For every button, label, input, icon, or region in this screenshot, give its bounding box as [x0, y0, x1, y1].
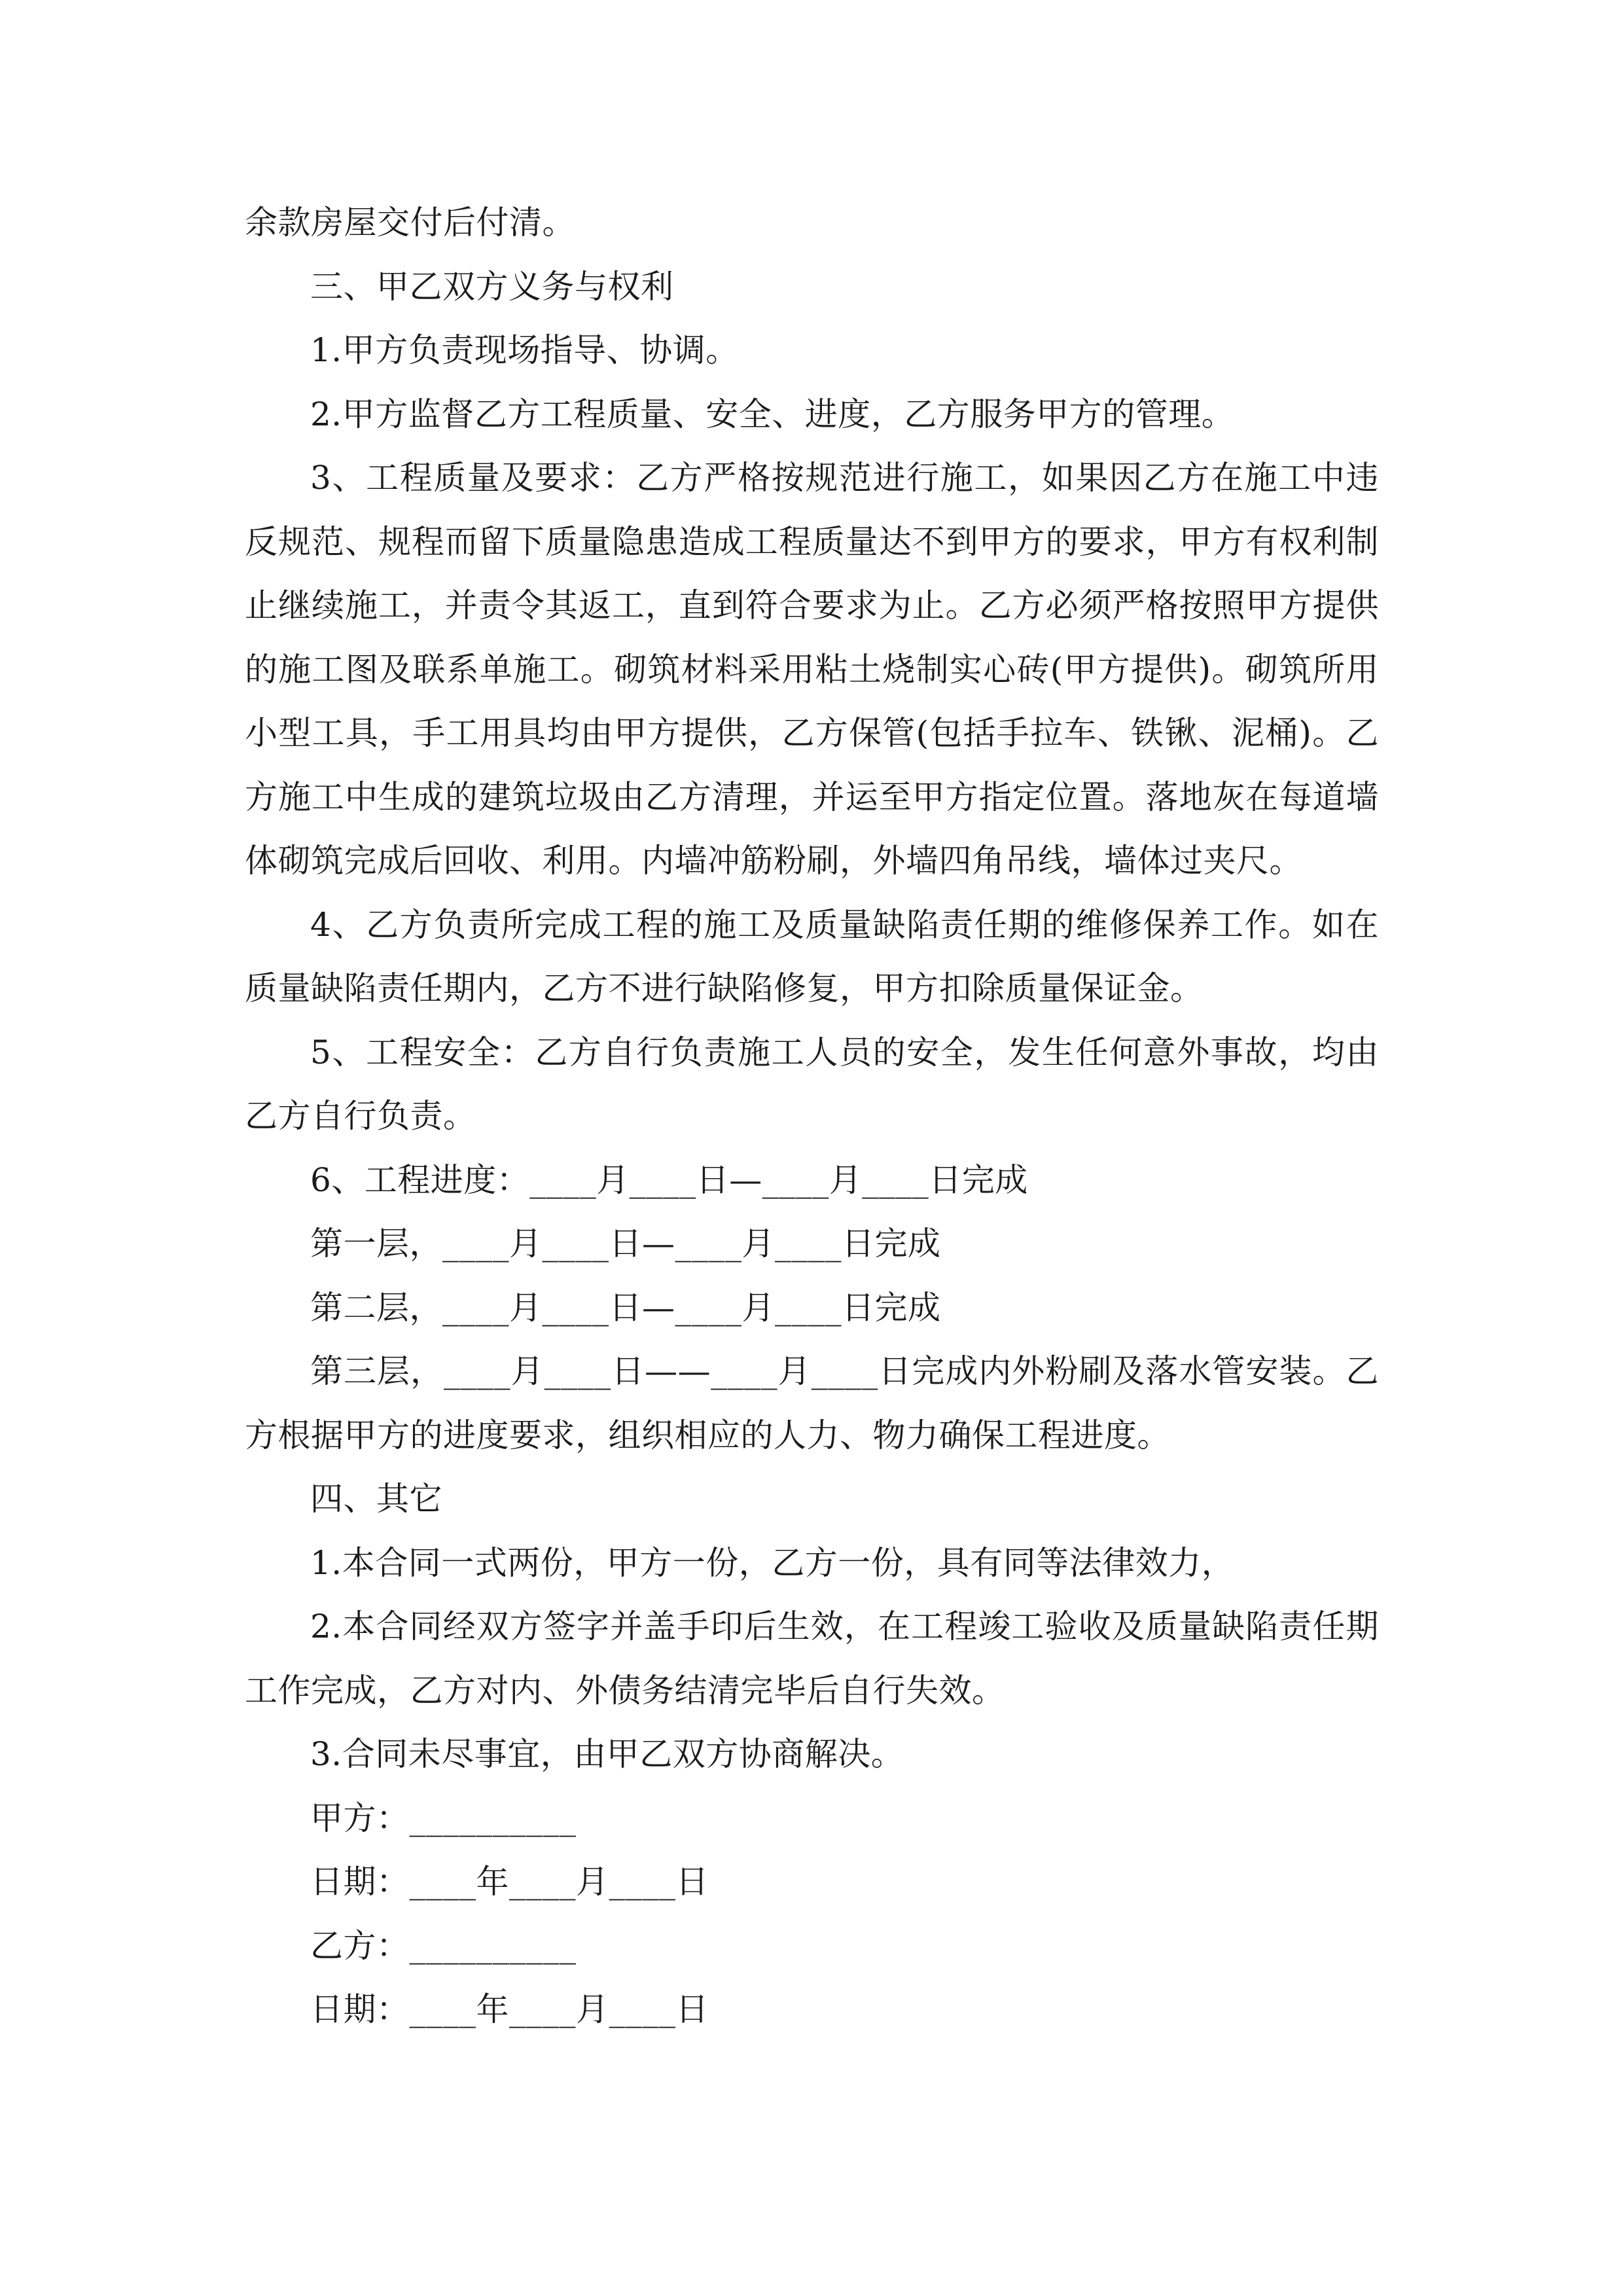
schedule-floor-1: 第一层，____月____日—____月____日完成 [310, 1225, 941, 1263]
clause-5-safety: 5、工程安全：乙方自行负责施工人员的安全，发生任何意外事故，均由乙方自行负责。 [245, 1033, 1379, 1135]
clause-6-schedule: 6、工程进度：____月____日—____月____日完成 [310, 1160, 1028, 1199]
section-heading-obligations: 三、甲乙双方义务与权利 [310, 267, 674, 306]
document-body [245, 191, 1379, 2042]
other-clause-3-negotiation: 3.合同未尽事宜，由甲乙双方协商解决。 [310, 1735, 904, 1773]
schedule-floor-3: 第三层，____月____日——____月____日完成内外粉刷及落水管安装。乙方根据甲方的进度要求，组织相应的人力、物力确保工程进度。 [245, 1352, 1379, 1454]
signature-date-b: 日期：____年____月____日 [310, 1990, 709, 2028]
section-heading-other: 四、其它 [310, 1480, 442, 1518]
clause-2-supervision: 2.甲方监督乙方工程质量、安全、进度，乙方服务甲方的管理。 [310, 395, 1235, 433]
signature-party-b: 乙方：__________ [310, 1926, 577, 1965]
clause-4-maintenance: 4、乙方负责所完成工程的施工及质量缺陷责任期的维修保养工作。如在质量缺陷责任期内，乙方不进行缺陷修复，甲方扣除质量保证金。 [245, 905, 1379, 1007]
other-clause-2-effect: 2.本合同经双方签字并盖手印后生效，在工程竣工验收及质量缺陷责任期工作完成，乙方对内、外债务结清完毕后自行失效。 [245, 1607, 1379, 1710]
signature-date-a: 日期：____年____月____日 [310, 1863, 709, 1901]
signature-party-a: 甲方：__________ [310, 1799, 577, 1837]
other-clause-1-copies: 1.本合同一式两份，甲方一份，乙方一份，具有同等法律效力， [310, 1543, 1235, 1582]
schedule-floor-2: 第二层，____月____日—____月____日完成 [310, 1288, 941, 1327]
clause-3-quality-requirements: 3、工程质量及要求：乙方严格按规范进行施工，如果因乙方在施工中违反规范、规程而留下质量隐患造成工程质量达不到甲方的要求，甲方有权利制止继续施工，并责令其返工，直到符合要求为止。乙方必须严格按照甲方提供的施工图及联系单施工。砌筑材料采用粘土烧制实心砖(甲方提供)。砌筑所用小型工具，手工用具均由甲方提供，乙方保管(包括手拉车、铁锹、泥桶)。乙方施工中生成的建筑垃圾由乙方清理，并运至甲方指定位置。落地灰在每道墙体砌筑完成后回收、利用。内墙冲筋粉刷，外墙四角吊线，墙体过夹尺。 [245, 459, 1379, 880]
paragraph-remaining-payment: 余款房屋交付后付清。 [245, 204, 575, 242]
clause-1-site-guidance: 1.甲方负责现场指导、协调。 [310, 331, 739, 369]
